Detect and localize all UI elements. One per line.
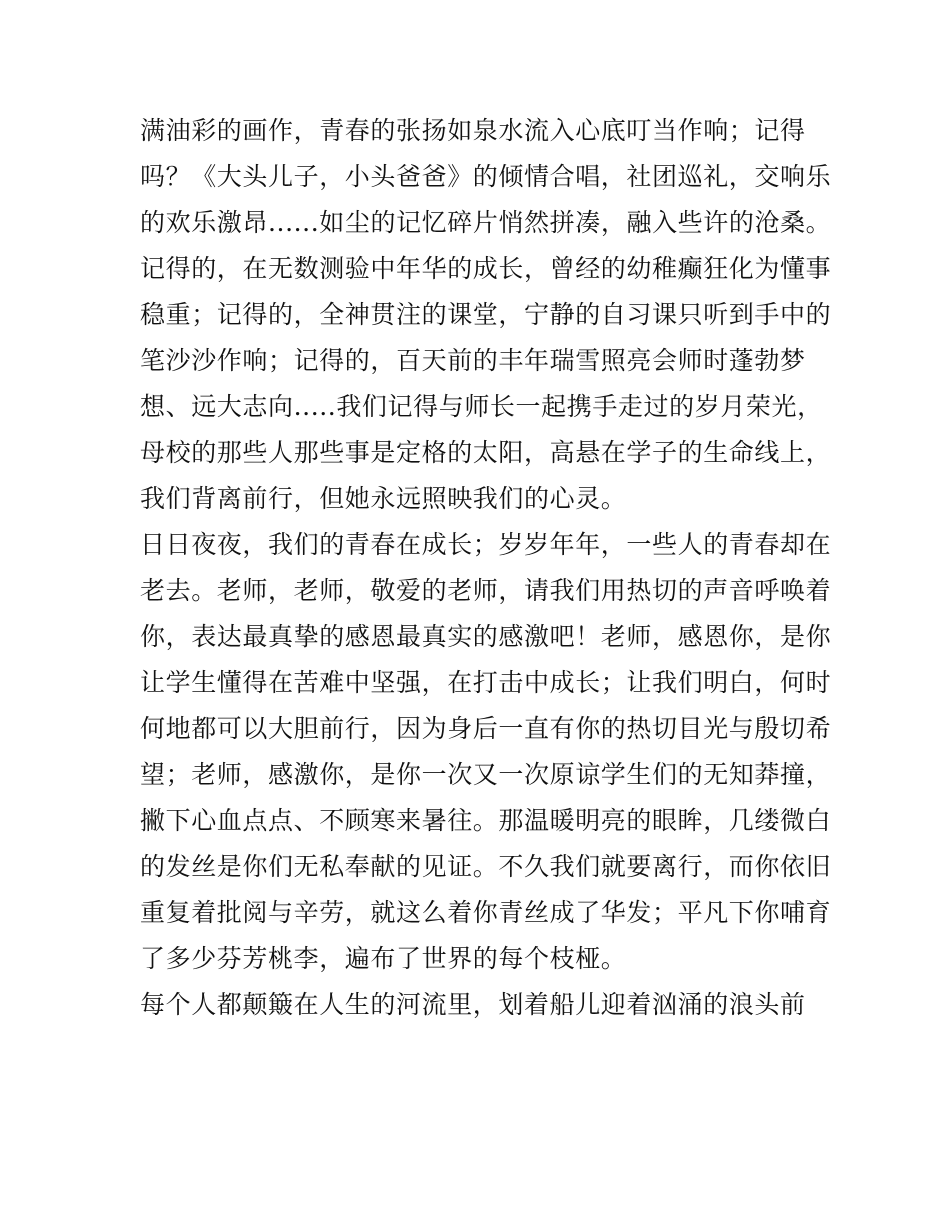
text-line: 望；老师，感激你，是你一次又一次原谅学生们的无知莽撞， bbox=[140, 760, 832, 789]
text-line: 母校的那些人那些事是定格的太阳，高悬在学子的生命线上， bbox=[140, 438, 832, 467]
body-text bbox=[140, 108, 840, 1028]
text-line: 吗？《大头儿子，小头爸爸》的倾情合唱，社团巡礼，交响乐 bbox=[140, 162, 832, 191]
text-line: 笔沙沙作响；记得的，百天前的丰年瑞雪照亮会师时蓬勃梦 bbox=[140, 346, 806, 375]
text-line: 让学生懂得在苦难中坚强，在打击中成长；让我们明白，何时 bbox=[140, 668, 832, 697]
text-line: 老去。老师，老师，敬爱的老师，请我们用热切的声音呼唤着 bbox=[140, 576, 832, 605]
text-line: 我们背离前行，但她永远照映我们的心灵。 bbox=[140, 484, 627, 513]
text-line: 了多少芬芳桃李，遍布了世界的每个枝桠。 bbox=[140, 944, 627, 973]
text-line: 重复着批阅与辛劳，就这么着你青丝成了华发；平凡下你哺育 bbox=[140, 898, 832, 927]
text-line: 记得的，在无数测验中年华的成长，曾经的幼稚癫狂化为懂事 bbox=[140, 254, 832, 283]
text-line: 你，表达最真挚的感恩最真实的感激吧！老师，感恩你，是你 bbox=[140, 622, 832, 651]
text-line: 稳重；记得的，全神贯注的课堂，宁静的自习课只听到手中的 bbox=[140, 300, 832, 329]
text-line: 撇下心血点点、不顾寒来暑往。那温暖明亮的眼眸，几缕微白 bbox=[140, 806, 832, 835]
text-line: 的发丝是你们无私奉献的见证。不久我们就要离行，而你依旧 bbox=[140, 852, 832, 881]
text-line: 想、远大志向.....我们记得与师长一起携手走过的岁月荣光， bbox=[140, 392, 823, 421]
text-line: 每个人都颠簸在人生的河流里，划着船儿迎着汹涌的浪头前 bbox=[140, 990, 806, 1019]
text-line: 日日夜夜，我们的青春在成长；岁岁年年，一些人的青春却在 bbox=[140, 530, 832, 559]
text-line: 何地都可以大胆前行，因为身后一直有你的热切目光与殷切希 bbox=[140, 714, 832, 743]
text-line: 满油彩的画作，青春的张扬如泉水流入心底叮当作响；记得 bbox=[140, 116, 806, 145]
text-line: 的欢乐激昂......如尘的记忆碎片悄然拼凑，融入些许的沧桑。 bbox=[140, 208, 832, 237]
